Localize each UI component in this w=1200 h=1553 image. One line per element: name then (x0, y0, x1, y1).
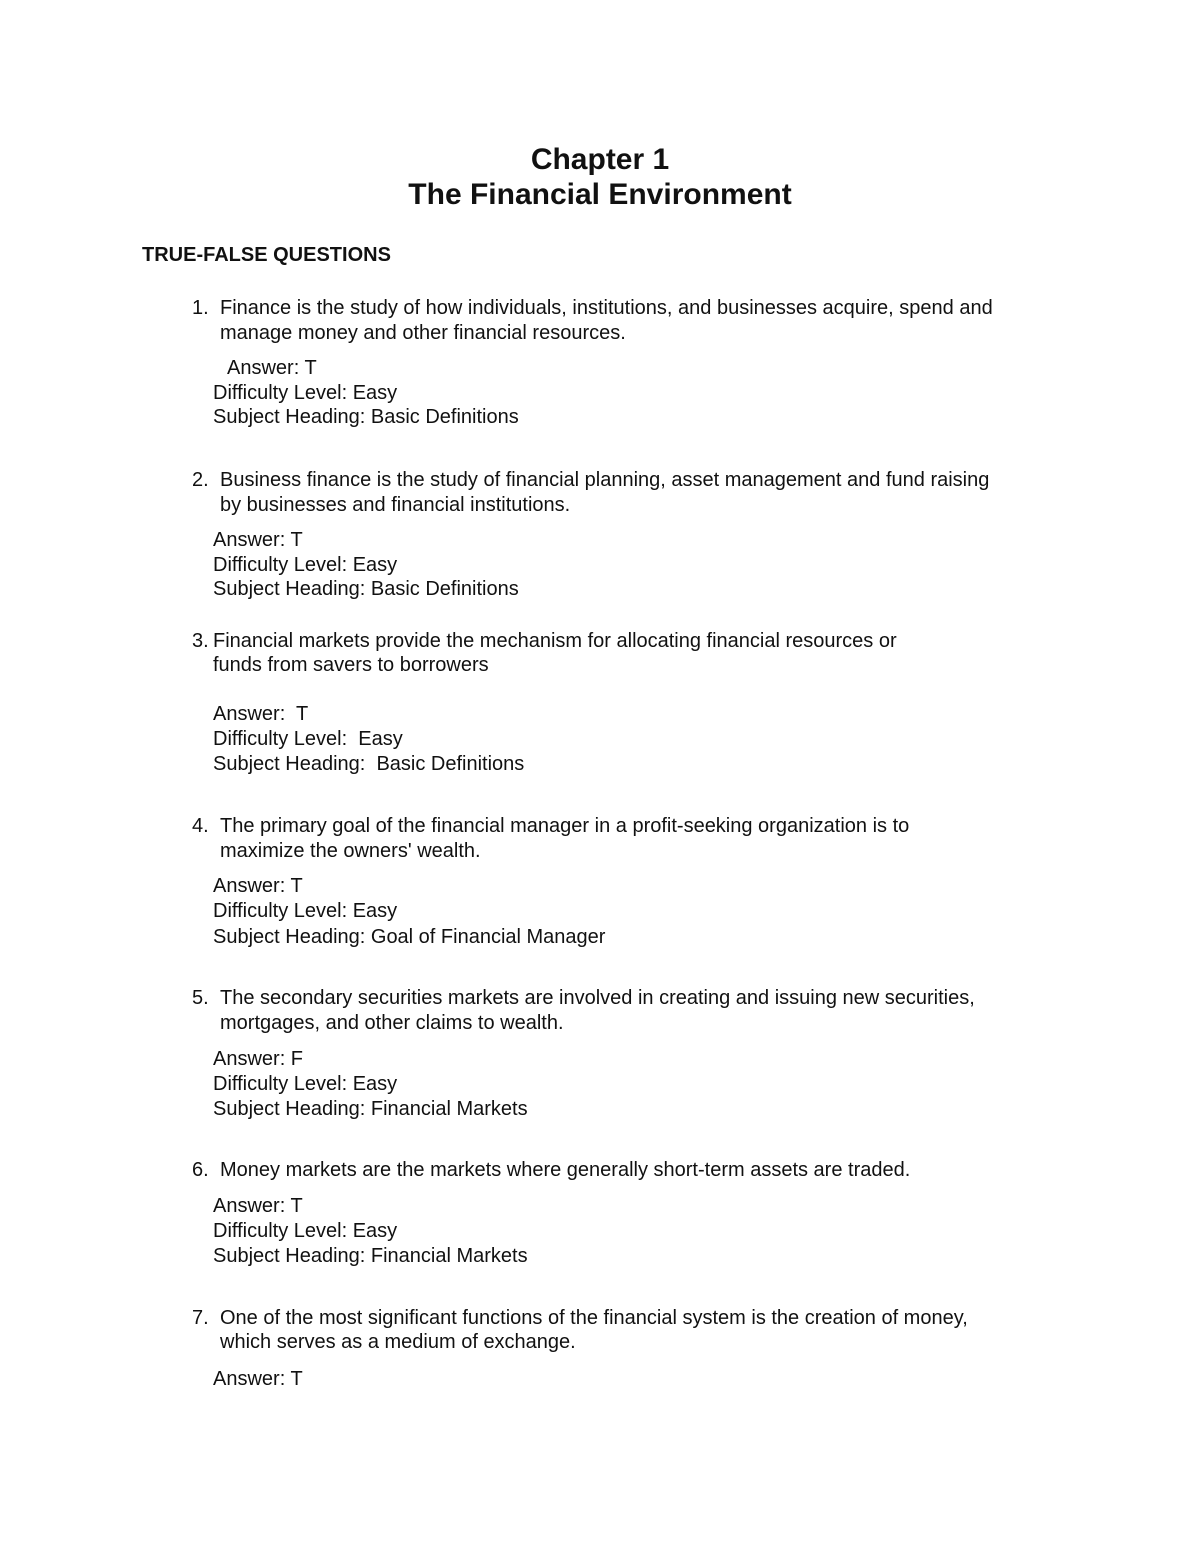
question-text-line-1: Finance is the study of how individuals, institutions, and businesses acquire, spend and (220, 297, 993, 319)
question-number: 3. (192, 630, 209, 652)
subject-heading: Subject Heading: Basic Definitions (213, 578, 519, 600)
difficulty-level: Difficulty Level: Easy (213, 554, 398, 576)
question-text-line-1: The secondary securities markets are involved in creating and issuing new securities, (220, 987, 975, 1009)
answer: Answer: T (213, 1195, 303, 1217)
difficulty-level: Difficulty Level: Easy (213, 382, 398, 404)
subject-heading: Subject Heading: Basic Definitions (213, 406, 519, 428)
chapter-title: The Financial Environment (408, 178, 792, 211)
difficulty-level: Difficulty Level: Easy (213, 1073, 398, 1095)
answer: Answer: T (213, 529, 303, 551)
subject-heading: Subject Heading: Basic Definitions (213, 753, 525, 775)
chapter-number: Chapter 1 (530, 143, 670, 176)
question-text-line-1: Money markets are the markets where generally short-term assets are traded. (220, 1159, 911, 1181)
difficulty-level: Difficulty Level: Easy (213, 900, 398, 922)
answer: Answer: T (213, 875, 303, 897)
question-text-line-2: funds from savers to borrowers (213, 654, 489, 676)
question-text-line-1: One of the most significant functions of the financial system is the creation of money, (220, 1307, 968, 1329)
question-text-line-2: which serves as a medium of exchange. (220, 1331, 576, 1353)
question-text-line-2: manage money and other financial resources. (220, 321, 626, 344)
subject-heading: Subject Heading: Goal of Financial Manager (213, 926, 606, 948)
question-text-line-1: The primary goal of the financial manager in a profit-seeking organization is to (220, 815, 910, 837)
answer: Answer: T (227, 357, 317, 379)
difficulty-level: Difficulty Level: Easy (213, 728, 403, 750)
question-number: 7. (192, 1307, 209, 1329)
answer: Answer: F (213, 1048, 304, 1070)
answer: Answer: T (213, 1368, 303, 1390)
question-number: 1. (192, 297, 209, 319)
question-number: 6. (192, 1159, 209, 1181)
subject-heading: Subject Heading: Financial Markets (213, 1098, 528, 1120)
question-text-line-2: maximize the owners' wealth. (220, 840, 481, 862)
question-text-line-1: Financial markets provide the mechanism for allocating financial resources or (213, 630, 897, 652)
question-number: 2. (192, 469, 209, 491)
question-text-line-2: mortgages, and other claims to wealth. (220, 1012, 564, 1034)
section-heading: TRUE-FALSE QUESTIONS (142, 244, 391, 266)
question-number: 4. (192, 815, 209, 837)
question-text-line-2: by businesses and financial institutions. (220, 494, 571, 516)
question-number: 5. (192, 987, 209, 1009)
answer: Answer: T (213, 703, 309, 725)
question-text-line-1: Business finance is the study of financial planning, asset management and fund raising (220, 469, 990, 491)
subject-heading: Subject Heading: Financial Markets (213, 1245, 528, 1267)
difficulty-level: Difficulty Level: Easy (213, 1220, 398, 1242)
